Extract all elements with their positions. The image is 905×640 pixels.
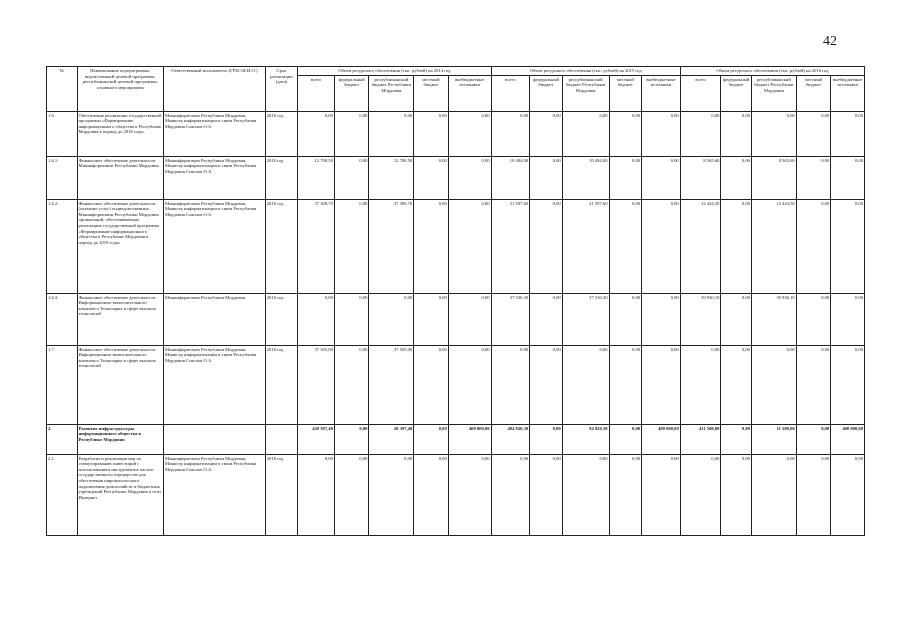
row-executor: Мининформсвязи Республики Мордовия, Министр информатизации и связи Республики Мордовия Соколов О.А. [163,454,265,535]
amount-cell: 0,00 [448,345,491,424]
amount-cell: 0,00 [530,345,563,424]
amount-cell: 0,00 [721,345,752,424]
table-row [47,199,865,293]
amount-cell: 0,00 [831,111,865,156]
amount-cell: 0,00 [609,199,642,293]
row-name: Разработка и реализация мер по стимулированию инвестиций с использованием инструментов частно-государственного партнерства для обеспечения широкополосного подключения домохозяйств и бюджетных учреждений Республики Мордовия к сети Интернет [77,454,163,535]
amount-cell: 0,00 [831,454,865,535]
amount-cell: 0,00 [562,345,609,424]
header-row-groups [47,67,865,76]
amount-cell: 0,00 [609,156,642,199]
amount-cell: 0,00 [751,454,796,535]
amount-cell: 0,00 [796,424,831,454]
header-sub: всего [680,75,721,111]
row-executor: Мининформсвязи Республики Мордовия [163,293,265,345]
amount-cell: 12 444,50 [680,199,721,293]
amount-cell: 94 820,30 [562,424,609,454]
amount-cell: 0,00 [530,111,563,156]
row-executor [163,424,265,454]
amount-cell: 0,00 [642,111,681,156]
amount-cell: 37 530,30 [491,293,530,345]
amount-cell: 0,00 [414,454,449,535]
amount-cell: 0,00 [609,345,642,424]
amount-cell: 0,00 [334,111,369,156]
amount-cell: 0,00 [751,345,796,424]
table-row [47,293,865,345]
amount-cell: 0,00 [334,424,369,454]
amount-cell: 0,00 [530,199,563,293]
amount-cell: 0,00 [334,156,369,199]
header-no: № [47,67,78,112]
amount-cell: 0,00 [680,345,721,424]
header-sub: федеральный бюджет [530,75,563,111]
amount-cell: 0,00 [721,111,752,156]
row-term: 2018 год [265,293,298,345]
row-name: Развитие инфраструктуры информационного общества в Республике Мордовия [77,424,163,454]
amount-cell: 0,00 [334,293,369,345]
row-number: 1.7. [47,345,78,424]
table-body [47,111,865,535]
amount-cell: 37 309,70 [369,199,414,293]
header-sub: республиканский бюджет Республики Мордовия [562,75,609,111]
row-term: 2018 год [265,156,298,199]
header-name: Наименование подпрограммы, ведомственной целевой программы, республиканской целевой программы, основного мероприятия [77,67,163,112]
amount-cell: 39 930,10 [680,293,721,345]
header-term: Срок реализации (дата) [265,67,298,112]
amount-cell: 494 820,30 [491,424,530,454]
amount-cell: 0,00 [530,293,563,345]
row-term [265,424,298,454]
amount-cell: 0,00 [448,293,491,345]
header-sub: федеральный бюджет [721,75,752,111]
amount-cell: 0,00 [609,293,642,345]
amount-cell: 0,00 [369,111,414,156]
amount-cell: 0,00 [491,345,530,424]
amount-cell: 0,00 [448,199,491,293]
amount-cell: 0,00 [831,345,865,424]
row-number: 1.6. [47,111,78,156]
amount-cell: 0,00 [334,345,369,424]
amount-cell: 400 000,00 [448,424,491,454]
row-term: 2018 год [265,345,298,424]
amount-cell: 0,00 [721,424,752,454]
header-executor: Ответственный исполнитель (ГРБС/Ф.И.О.) [163,67,265,112]
row-executor: Мининформсвязи Республики Мордовия, Министр информатизации и связи Республики Мордовия Соколов О.А. [163,199,265,293]
amount-cell: 0,00 [530,454,563,535]
amount-cell: 12 444,50 [751,199,796,293]
amount-cell: 0,00 [796,111,831,156]
amount-cell: 0,00 [298,293,335,345]
row-number: 1.6.2. [47,199,78,293]
header-sub: всего [298,75,335,111]
header-sub: внебюджетные источники [448,75,491,111]
table-row [47,111,865,156]
amount-cell: 0,00 [414,156,449,199]
amount-cell: 0,00 [369,293,414,345]
header-sub: местный бюджет [796,75,831,111]
header-sub: внебюджетные источники [831,75,865,111]
amount-cell: 0,00 [796,293,831,345]
row-name: Финансовое обеспечение деятельности Мининформсвязи Республики Мордовия [77,156,163,199]
header-sub: республиканский бюджет Республики Мордовия [751,75,796,111]
amount-cell: 12 700,50 [369,156,414,199]
row-executor: Мининформсвязи Республики Мордовия, Министр информатизации и связи Республики Мордовия Соколов О.А. [163,111,265,156]
amount-cell: 11 500,00 [751,424,796,454]
amount-cell: 10 494,00 [491,156,530,199]
amount-cell: 0,00 [796,199,831,293]
amount-cell: 0,00 [751,111,796,156]
resource-table [46,66,865,536]
amount-cell: 0,00 [796,156,831,199]
amount-cell: 0,00 [721,454,752,535]
amount-cell: 0,00 [530,424,563,454]
row-number: 2.1. [47,454,78,535]
header-sub: местный бюджет [609,75,642,111]
header-sub: республиканский бюджет Республики Мордовия [369,75,414,111]
amount-cell: 0,00 [562,111,609,156]
table-row [47,345,865,424]
amount-cell: 12 700,50 [298,156,335,199]
amount-cell: 39 930,10 [751,293,796,345]
amount-cell: 0,00 [448,156,491,199]
amount-cell: 8 565,60 [680,156,721,199]
row-executor: Мининформсвязи Республики Мордовия, Министр информатизации и связи Республики Мордовия Соколов О.А. [163,156,265,199]
row-executor: Мининформсвязи Республики Мордовия, Министр информатизации и связи Республики Мордовия Соколов О.А. [163,345,265,424]
amount-cell: 0,00 [334,454,369,535]
amount-cell: 10 494,00 [562,156,609,199]
amount-cell: 411 500,00 [680,424,721,454]
table-row [47,454,865,535]
amount-cell: 420 397,40 [298,424,335,454]
row-term: 2018 год [265,454,298,535]
header-sub: всего [491,75,530,111]
table-row [47,424,865,454]
amount-cell: 0,00 [491,111,530,156]
amount-cell: 400 000,00 [831,424,865,454]
amount-cell: 37 505,00 [369,345,414,424]
amount-cell: 37 530,30 [562,293,609,345]
amount-cell: 0,00 [680,111,721,156]
page-number: 42 [823,34,837,49]
amount-cell: 0,00 [369,454,414,535]
amount-cell: 0,00 [680,454,721,535]
amount-cell: 400 000,00 [642,424,681,454]
row-name: Финансовое обеспечение деятельности (оказание услуг) подведомственных Мининформсвязи Республики Мордовия организаций, обеспечивающих реализацию государственной программы «Формирование информационного общества в Республике Мордовия в период до 2018 года» [77,199,163,293]
amount-cell: 0,00 [609,454,642,535]
amount-cell: 20 397,40 [369,424,414,454]
amount-cell: 0,00 [721,293,752,345]
amount-cell: 0,00 [448,454,491,535]
amount-cell: 21 597,60 [562,199,609,293]
row-number: 1.6.3. [47,293,78,345]
header-sub: внебюджетные источники [642,75,681,111]
amount-cell: 0,00 [414,199,449,293]
amount-cell: 0,00 [414,345,449,424]
amount-cell: 0,00 [721,199,752,293]
amount-cell: 0,00 [796,345,831,424]
amount-cell: 0,00 [562,454,609,535]
row-name: Обеспечение реализации государственной программы «Формирование информационного общества в Республике Мордовия в период до 2018 года» [77,111,163,156]
amount-cell: 0,00 [831,293,865,345]
amount-cell: 0,00 [831,156,865,199]
amount-cell: 0,00 [642,293,681,345]
amount-cell: 37 505,00 [298,345,335,424]
row-name: Финансовое обеспечение деятельности Информационно-вычислительного комплекса Технопарка в сфере высоких технологий [77,345,163,424]
table-row [47,156,865,199]
amount-cell: 37 309,70 [298,199,335,293]
row-number: 1.6.1. [47,156,78,199]
amount-cell: 0,00 [831,199,865,293]
amount-cell: 0,00 [642,454,681,535]
row-term: 2018 год [265,111,298,156]
amount-cell: 0,00 [642,156,681,199]
amount-cell: 0,00 [414,424,449,454]
row-name: Финансовое обеспечение деятельности Информационно-вычислительного комплекса Технопарка в сфере высоких технологий [77,293,163,345]
amount-cell: 0,00 [448,111,491,156]
amount-cell: 0,00 [334,199,369,293]
amount-cell: 0,00 [609,424,642,454]
amount-cell: 0,00 [414,293,449,345]
amount-cell: 0,00 [609,111,642,156]
amount-cell: 0,00 [414,111,449,156]
header-sub: местный бюджет [414,75,449,111]
row-number: 2. [47,424,78,454]
header-group-2014: Объем ресурсного обеспечения (тыс. рублей) на 2014 год [298,67,491,76]
amount-cell: 0,00 [721,156,752,199]
header-group-2015: Объем ресурсного обеспечения (тыс. рублей) на 2015 год [491,67,680,76]
amount-cell: 0,00 [796,454,831,535]
header-sub: федеральный бюджет [334,75,369,111]
amount-cell: 0,00 [530,156,563,199]
amount-cell: 0,00 [642,199,681,293]
row-term: 2018 год [265,199,298,293]
amount-cell: 0,00 [298,111,335,156]
amount-cell: 0,00 [642,345,681,424]
amount-cell: 8 565,60 [751,156,796,199]
amount-cell: 21 597,60 [491,199,530,293]
amount-cell: 0,00 [491,454,530,535]
header-group-2016: Объем ресурсного обеспечения (тыс. рублей) на 2016 год [680,67,864,76]
amount-cell: 0,00 [298,454,335,535]
